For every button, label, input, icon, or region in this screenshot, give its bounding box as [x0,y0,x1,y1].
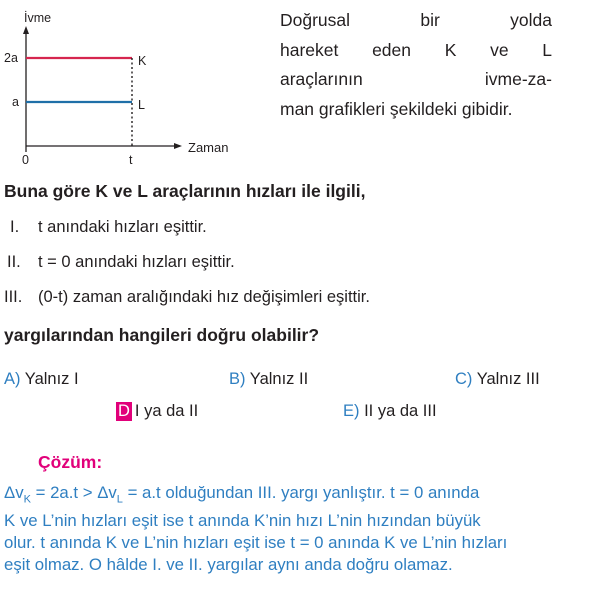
statement-3 [4,288,370,307]
question-prompt: yargılarından hangileri doğru olabilir? [4,325,320,345]
intro-line: man grafikleri şekildeki gibidir. [280,98,513,119]
option-text: II ya da III [364,402,437,420]
question-intro [280,6,552,124]
solution-body [4,482,600,576]
x-tick-t: t [129,153,133,167]
statement-text: (0-t) zaman aralığındaki hız değişimleri eşittir. [38,288,370,306]
intro-line: araçlarının ivme-za- [280,69,552,90]
statement-number: I. [10,218,20,236]
solution-title: Çözüm: [38,452,103,472]
option-letter-highlighted: D [118,402,130,420]
subscript-k: K [23,493,31,506]
intro-line: Doğrusal bir yolda [280,10,552,30]
solution-line-2: K ve L’nin hızları eşit ise t anında K’nin hızı L’nin hızından büyük [4,511,481,531]
option-text: Yalnız III [476,370,540,388]
question-stem: Buna göre K ve L araçlarının hızları ile ilgili, [4,181,366,201]
statement-1 [10,218,207,237]
x-axis-arrow-icon [174,143,182,149]
solution-line-3: olur. t anında K ve L’nin hızları eşit ise t = 0 anında K ve L’nin hızları [4,533,508,553]
option-letter: B) [229,370,246,388]
option-text: I ya da II [134,402,199,420]
k-line-label: K [138,54,147,68]
intro-line: hareket eden K ve L [280,39,552,60]
solution-text: Δv [4,483,24,502]
statement-number: II. [7,253,21,271]
y-tick-2a: 2a [4,51,18,65]
solution-line-4: eşit olmaz. O hâlde I. ve II. yargılar aynı anda doğru olamaz. [4,555,453,575]
option-letter: A) [4,370,21,388]
statement-number: III. [4,288,23,306]
statement-text: t = 0 anındaki hızları eşittir. [38,253,235,271]
subscript-l: L [116,493,123,506]
solution-line-1 [4,482,600,510]
option-text: Yalnız I [24,370,79,388]
option-e[interactable] [343,402,437,421]
acceleration-time-graph [0,0,270,170]
solution-text: = 2a.t > Δv [30,483,117,502]
origin-label: 0 [22,153,29,167]
y-axis-arrow-icon [23,26,29,34]
solution-text: = a.t olduğundan III. yargı yanlıştır. t = 0 anında [122,483,480,502]
y-tick-a: a [12,95,19,109]
statement-2 [7,253,235,272]
option-b[interactable] [229,370,308,389]
option-letter: E) [343,402,360,420]
statement-text: t anındaki hızları eşittir. [38,218,207,236]
option-a[interactable] [4,370,79,389]
y-axis-label: İvme [24,11,52,25]
option-d[interactable] [116,402,198,421]
option-c[interactable] [455,370,540,389]
x-axis-label: Zaman [188,140,229,155]
option-text: Yalnız II [249,370,309,388]
option-letter: C) [455,370,473,388]
l-line-label: L [138,98,145,112]
